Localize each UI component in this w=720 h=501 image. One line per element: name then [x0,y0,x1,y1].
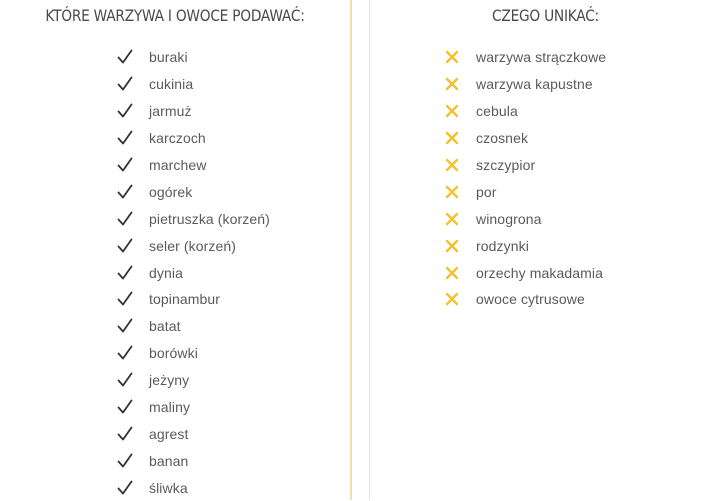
check-icon [117,453,133,469]
recommended-item [117,98,270,125]
avoid-item [444,152,606,179]
recommended-column [0,0,350,500]
recommended-item-label: śliwka [149,479,188,496]
cross-icon [444,265,460,281]
check-icon [117,318,133,334]
recommended-item-label: marchew [149,157,207,173]
avoid-column [371,0,720,500]
recommended-item-label: jarmuż [149,103,192,120]
check-icon [117,399,133,415]
avoid-item [444,98,606,125]
avoid-item-label: por [476,183,497,200]
recommended-item-label: dynia [149,264,183,281]
recommended-item-label: topinambur [149,291,221,308]
check-icon [117,480,133,496]
recommended-item-label: cukinia [149,76,194,93]
avoid-item-label: warzywa kapustne [476,76,593,93]
recommended-item [117,394,270,421]
recommended-item [117,474,270,501]
cross-icon [444,49,460,65]
recommended-item [117,178,270,205]
recommended-item [117,313,270,340]
cross-icon [444,157,460,173]
avoid-item [444,205,606,232]
cross-icon [444,103,460,119]
check-icon [117,291,133,307]
recommended-item [117,232,270,259]
recommended-item [117,71,270,98]
avoid-item-label: warzywa strączkowe [476,49,607,66]
recommended-item [117,286,270,313]
avoid-item [444,178,606,205]
cross-icon [444,211,460,227]
recommended-item [117,44,270,71]
avoid-item-label: orzechy makadamia [476,264,603,281]
avoid-title: CZEGO UNIKAĆ: [492,6,599,25]
recommended-item-label: buraki [149,49,188,66]
recommended-item-label: pietruszka (korzeń) [149,210,270,227]
column-divider-left [350,0,352,500]
recommended-item-label: ogórek [149,183,193,200]
recommended-item [117,125,270,152]
recommended-item-label: seler (korzeń) [149,237,236,254]
avoid-item [444,286,606,313]
check-icon [117,157,133,173]
cross-icon [444,184,460,200]
avoid-item [444,125,606,152]
recommended-item-label: banan [149,452,189,469]
recommended-item-label: jeżyny [149,372,190,389]
recommended-item-label: batat [149,318,181,335]
avoid-item-label: cebula [476,103,518,120]
check-icon [117,76,133,92]
check-icon [117,345,133,361]
avoid-item [444,44,606,71]
check-icon [117,238,133,254]
avoid-item-label: rodzynki [476,237,529,254]
recommended-item-label: agrest [149,425,189,442]
recommended-item-label: borówki [149,345,198,362]
cross-icon [444,291,460,307]
recommended-item [117,259,270,286]
recommended-item [117,205,270,232]
avoid-item [444,259,606,286]
recommended-item [117,152,270,179]
avoid-item [444,232,606,259]
avoid-item-label: winogrona [476,210,542,227]
check-icon [117,265,133,281]
avoid-item-label: owoce cytrusowe [476,291,585,308]
column-divider-right [369,0,370,500]
avoid-item-label: czosnek [476,130,529,147]
recommended-item [117,367,270,394]
check-icon [117,49,133,65]
cross-icon [444,130,460,146]
cross-icon [444,238,460,254]
check-icon [117,372,133,388]
check-icon [117,211,133,227]
recommended-item-label: maliny [149,399,191,416]
recommended-item [117,447,270,474]
check-icon [117,184,133,200]
cross-icon [444,76,460,92]
recommended-list [117,44,270,501]
avoid-item [444,71,606,98]
recommended-title: KTÓRE WARZYWA I OWOCE PODAWAĆ: [45,6,305,25]
check-icon [117,130,133,146]
recommended-item [117,340,270,367]
avoid-list [444,44,606,313]
recommended-item-label: karczoch [149,130,206,147]
avoid-item-label: szczypior [476,157,536,173]
check-icon [117,426,133,442]
recommended-item [117,420,270,447]
check-icon [117,103,133,119]
